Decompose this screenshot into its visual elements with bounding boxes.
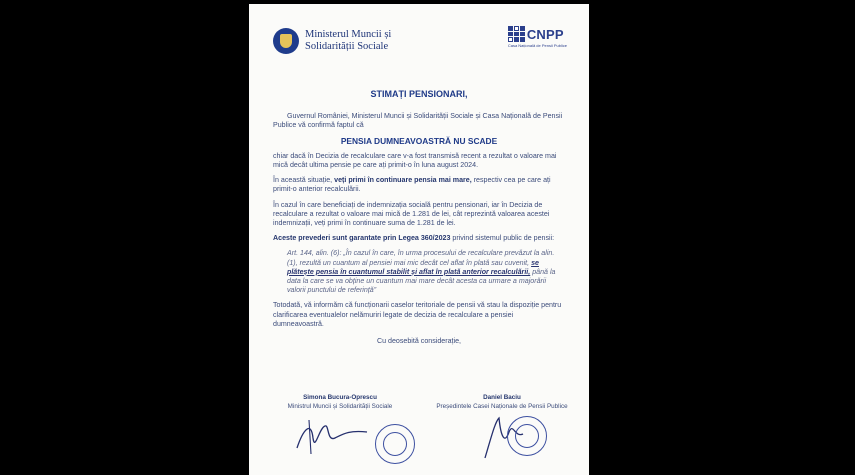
ministry-name	[305, 29, 391, 53]
closing-formula: Cu deosebită considerație,	[377, 337, 461, 346]
handwritten-signature-icon	[289, 408, 379, 460]
ministry-header	[273, 28, 391, 54]
letter-headline: PENSIA DUMNEAVOASTRĂ NU SCADE	[340, 135, 498, 146]
signatory-name: Simona Bucura-Oprescu	[303, 394, 377, 401]
letter-body	[273, 90, 565, 346]
paragraph-5: Totodată, vă informăm că funcționarii caselor teritoriale de pensii vă stau la dispoziție pentru clarificarea eventualelor nelămuriri legate de decizia de recalculare a pensiei dumneavoastră.	[273, 301, 562, 328]
cnpp-subtitle: Casa Națională de Pensii Publice	[507, 43, 567, 48]
ministry-name-line1: Ministerul Muncii și	[305, 29, 392, 40]
cnpp-mark-icon	[508, 26, 524, 42]
paragraph-2: În această situație, veți primi în continuare pensia mai mare, respectiv cea pe care ați primit-o anterior recalculării.	[273, 176, 551, 194]
paragraph-1: chiar dacă în Decizia de recalculare care v-a fost transmisă recent a rezultat o valoare mai mică decât ultima pensie pe care ați primit-o în luna august 2024.	[273, 151, 557, 170]
official-stamp-icon	[375, 424, 415, 464]
letter-page	[249, 4, 589, 475]
cnpp-logo	[508, 26, 567, 48]
official-stamp-icon	[507, 416, 547, 456]
paragraph-3: În cazul în care beneficiați de indemnizația socială pentru pensionari, iar în Decizia de recalculare a rezultat o valoare mai mică de 1.281 de lei, cât reprezintă valoarea acestei indemnizații, veți primi în continuare suma de 1.281 de lei.	[273, 200, 550, 228]
signatory-title: Ministrul Muncii și Solidarității Sociale	[287, 402, 393, 410]
cnpp-logo-text: CNPP	[526, 26, 564, 42]
signatory-name: Daniel Baciu	[483, 394, 521, 401]
letter-intro: Guvernul României, Ministerul Muncii și Solidarității Sociale și Casa Națională de Pensii Publice vă confirmă faptul că	[273, 112, 563, 130]
letter-greeting: STIMAȚI PENSIONARI,	[370, 89, 468, 99]
coat-of-arms-icon	[273, 28, 299, 54]
law-quote: Art. 144, alin. (6): „În cazul în care, în urma procesului de recalculare prevăzut la alin. (1), rezultă un cuantum al pensiei mai mic decât cel aflat în plată sau cuvenit, se plătește pensia în cuantumul stabilit și aflat în plată anterior recalculării, până la data la care se va obține un cuantum mai mare decât acesta ca urmare a majorării valorii punctului de referință”	[287, 249, 556, 295]
ministry-name-line2: Solidarității Sociale	[305, 41, 389, 52]
signatory-title: Președintele Casei Naționale de Pensii Publice	[436, 402, 568, 410]
paragraph-4: Aceste prevederi sunt garantate prin Legea 360/2023 privind sistemul public de pensii:	[273, 234, 555, 243]
